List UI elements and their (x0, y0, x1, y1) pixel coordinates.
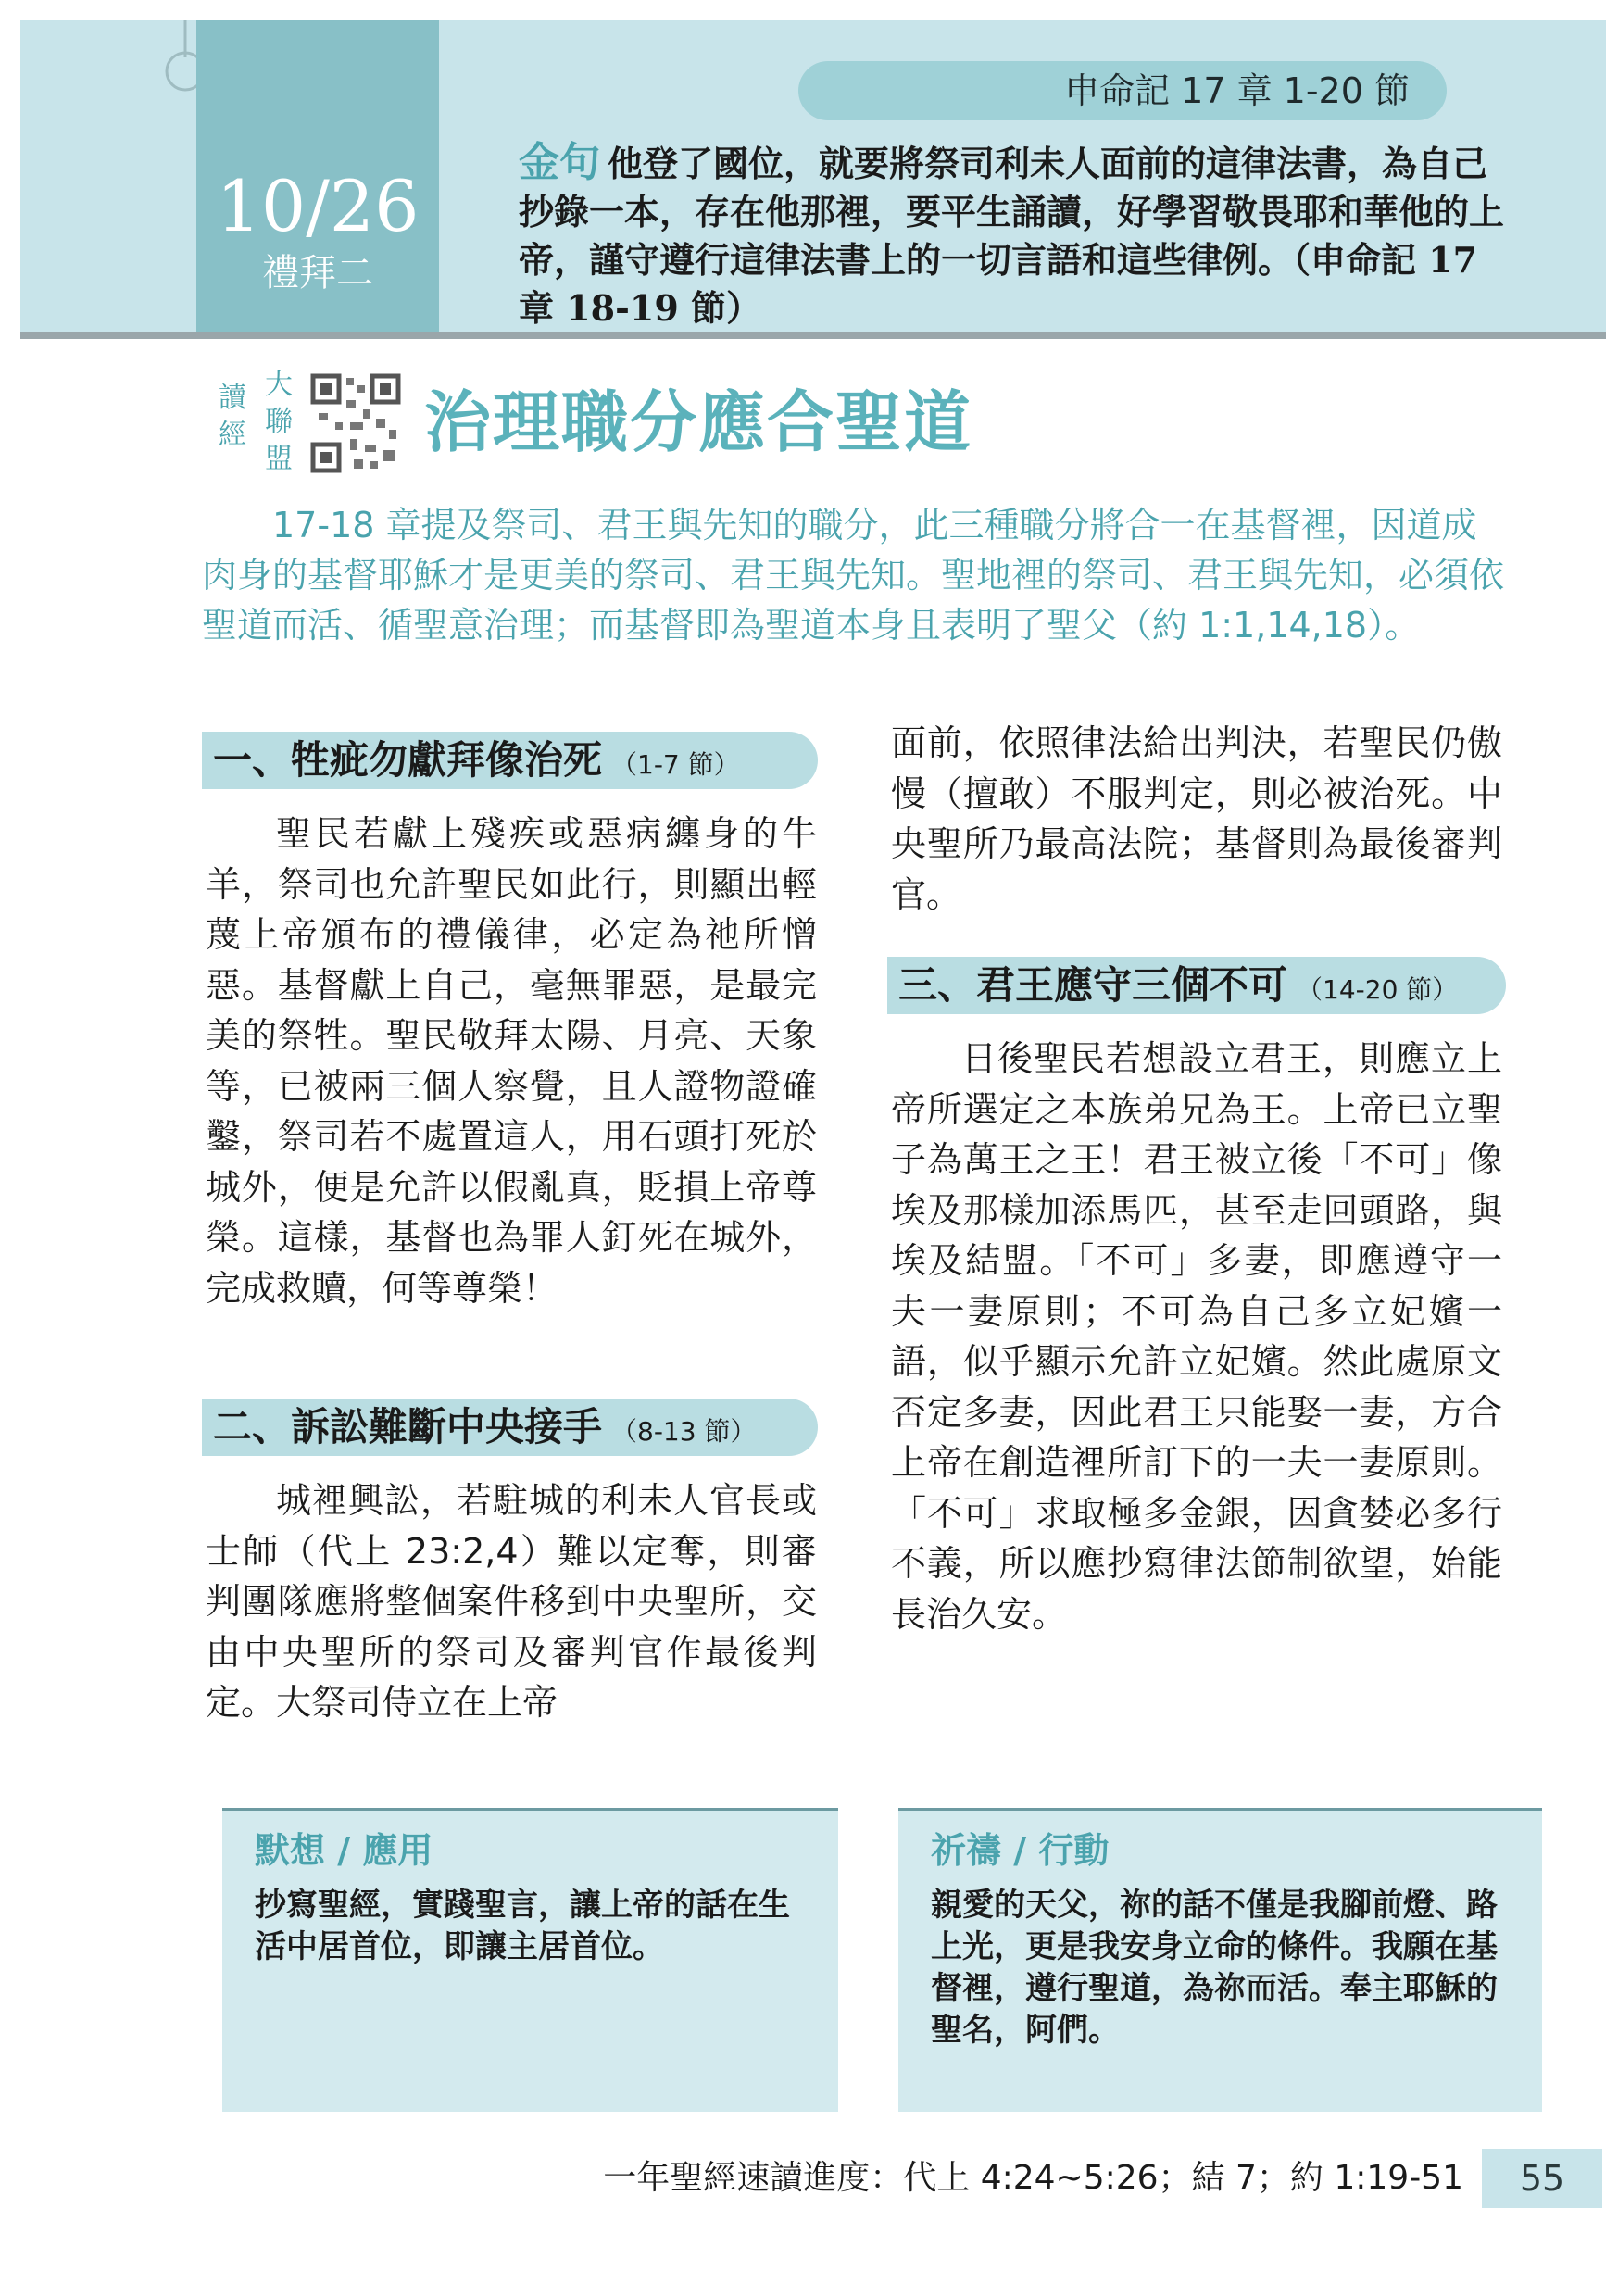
reflection-label: 默想 / 應用 (255, 1830, 433, 1871)
prayer-label: 祈禱 / 行動 (931, 1830, 1110, 1871)
title-side-label-right: 大聯盟 (265, 369, 293, 475)
intro-paragraph: 17-18 章提及祭司、君王與先知的職分，此三種職分將合一在基督裡，因道成肉身的基督耶穌才是更美的祭司、君王與先知。聖地裡的祭司、君王與先知，必須依聖道而活、循聖意治理；而基督即為聖道本身且表明了聖父（約 1:1,14,18）。 (202, 505, 1505, 646)
golden-verse-text: 他登了國位，就要將祭司利未人面前的這律法書，為自己抄錄一本，存在他那裡，要平生誦讀，好學習敬畏耶和華他的上帝，謹守遵行這律法書上的一切言語和這些律例。（申命記 17 章 18-19 節） (519, 143, 1505, 329)
section-3-title: 三、君王應守三個不可 (898, 962, 1288, 1008)
weekday: 禮拜二 (262, 252, 373, 295)
page-number: 55 (1519, 2158, 1565, 2199)
page-title: 治理職分應合聖道 (424, 383, 973, 461)
section-2-range: （8-13 節） (611, 1416, 757, 1447)
golden-verse (519, 139, 1510, 332)
title-side-label-left: 讀經 (219, 382, 246, 451)
section-3-heading (887, 957, 1458, 1019)
section-3-range: （14-20 節） (1297, 974, 1459, 1005)
section-2-body: 城裡興訟，若駐城的利未人官長或士師（代上 23:2,4）難以定奪，則審判團隊應將整個案件移到中央聖所，交由中央聖所的祭司及審判官作最後判定。大祭司侍立在上帝 (206, 1480, 817, 1723)
section-3-body: 日後聖民若想設立君王，則應立上帝所選定之本族弟兄為王。上帝已立聖子為萬王之王！君王被立後「不可」像埃及那樣加添馬匹，甚至走回頭路，與埃及結盟。「不可」多妻，即應遵守一夫一妻原則；不可為自己多立妃嬪一語，似乎顯示允許立妃嬪。然此處原文否定多妻，因此君王只能娶一妻，方合上帝在創造裡所訂下的一夫一妻原則。「不可」求取極多金銀，因貪婪必多行不義，所以應抄寫律法節制欲望，始能長治久安。 (891, 1038, 1502, 1635)
header-divider (20, 332, 1606, 339)
section-2-title: 二、訴訟難斷中央接手 (213, 1404, 603, 1449)
section-1-heading (202, 732, 740, 794)
prayer-text: 親愛的天父，祢的話不僅是我腳前燈、路上光，更是我安身立命的條件。我願在基督裡，遵行聖道，為祢而活。奉主耶穌的聖名，阿們。 (931, 1887, 1498, 2049)
section-2-heading (202, 1399, 756, 1461)
section-1-range: （1-7 節） (611, 749, 740, 780)
section-1-body: 聖民若獻上殘疾或惡病纏身的牛羊，祭司也允許聖民如此行，則顯出輕蔑上帝頒布的禮儀律，必定為祂所憎惡。基督獻上自己，毫無罪惡，是最完美的祭牲。聖民敬拜太陽、月亮、天象等，已被兩三個人察覺，且人證物證確鑿，祭司若不處置這人，用石頭打死於城外，便是允許以假亂真，貶損上帝尊榮。這樣，基督也為罪人釘死在城外，完成救贖，何等尊榮！ (206, 813, 817, 1309)
qr-code-icon (309, 372, 402, 474)
section-2-continued: 面前，依照律法給出判決，若聖民仍傲慢（擅敢）不服判定，則必被治死。中央聖所乃最高法院；基督則為最後審判官。 (891, 722, 1502, 915)
reading-progress: 一年聖經速讀進度：代上 4:24~5:26；結 7；約 1:19-51 (603, 2159, 1463, 2197)
reflection-text: 抄寫聖經，實踐聖言，讓上帝的話在生活中居首位，即讓主居首位。 (255, 1887, 790, 1965)
section-1-title: 一、牲疵勿獻拜像治死 (213, 737, 603, 783)
date: 10/26 (216, 165, 420, 247)
golden-verse-label: 金句 (519, 139, 600, 186)
scripture-ref: 申命記 17 章 1-20 節 (1064, 70, 1410, 111)
